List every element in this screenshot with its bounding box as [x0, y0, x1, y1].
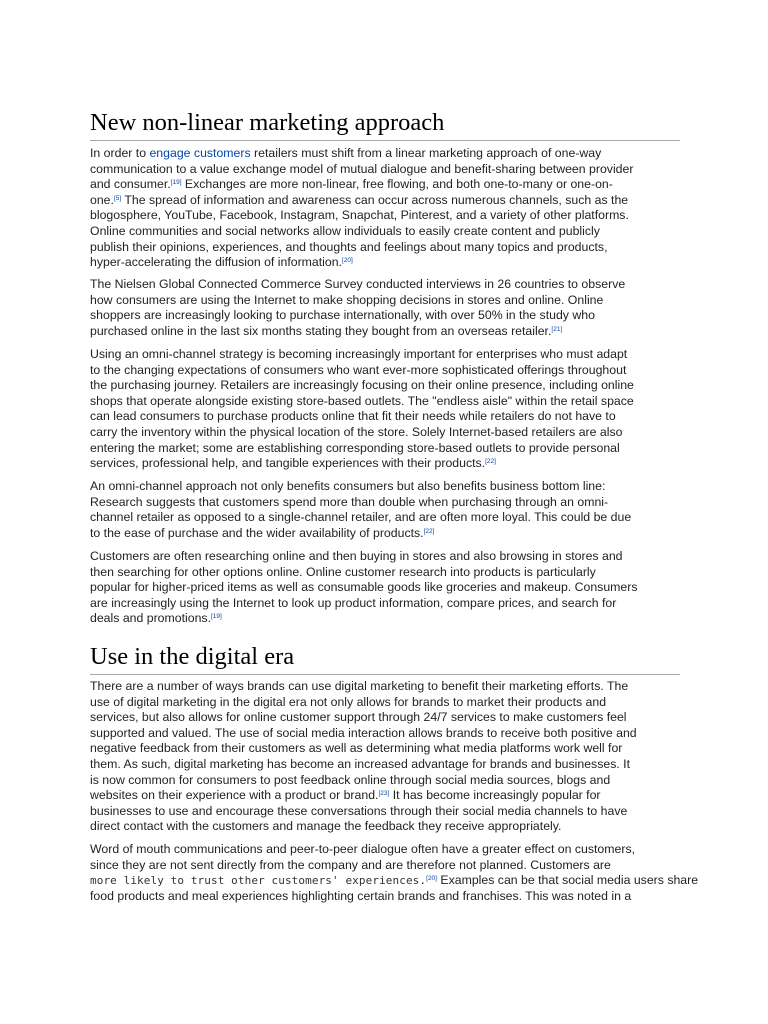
text-line: [90, 224, 680, 240]
text-segment: Using an omni-channel strategy is becoming increasingly important for enterprises who must adapt: [90, 347, 628, 361]
text-line: [90, 208, 680, 224]
text-segment: them. As such, digital marketing has become an increased advantage for brands and businesses. It: [90, 756, 631, 771]
text-line: [90, 695, 680, 711]
paragraph: [90, 277, 680, 339]
text-segment: then searching for other options online. Online customer research into products is particularly: [90, 564, 596, 579]
text-line: [90, 324, 680, 340]
text-line: [90, 580, 680, 596]
text-segment: deals and promotions.: [90, 611, 211, 626]
text-segment: the purchasing journey. Retailers are increasingly focusing on their online presence, including online: [90, 378, 634, 393]
text-line: [90, 363, 680, 379]
text-line: [90, 162, 680, 178]
text-segment: channel retailer as opposed to a single-channel retailer, and are often more loyal. This could be due: [90, 510, 632, 525]
text-segment: An omni-channel approach not only benefits consumers but also benefits business bottom line:: [90, 479, 606, 493]
text-line: [90, 726, 680, 742]
text-segment: shops that operate alongside existing store-based outlets. The "endless aisle" within the retail space: [90, 393, 634, 408]
text-line: [90, 347, 680, 363]
text-segment: since they are not sent directly from the company and are therefore not planned. Customers are: [90, 857, 611, 872]
text-segment: Word of mouth communications and peer-to-peer dialogue often have a greater effect on customers,: [90, 842, 636, 856]
text-line: [90, 479, 680, 495]
section-heading-digital-era: Use in the digital era: [90, 642, 680, 675]
text-line: [90, 679, 680, 695]
text-line: [90, 146, 680, 162]
paragraph: [90, 347, 680, 472]
text-line: [90, 409, 680, 425]
text-line: [90, 596, 680, 612]
text-segment: The Nielsen Global Connected Commerce Survey conducted interviews in 26 countries to observe: [90, 277, 626, 291]
text-segment: shoppers are increasingly looking to purchase internationally, with over 50% in the study who: [90, 308, 595, 323]
text-line: [90, 510, 680, 526]
text-line: [90, 741, 680, 757]
text-line: [90, 193, 680, 209]
paragraph: [90, 146, 680, 271]
citation-link[interactable]: [22]: [485, 458, 496, 466]
text-segment: negative feedback from their customers as well as determining what media platforms work well for: [90, 741, 623, 756]
citation-link[interactable]: [23]: [378, 790, 390, 798]
text-line: [90, 425, 680, 441]
text-segment: In order to: [90, 146, 150, 160]
text-segment: direct contact with the customers and manage the feedback they receive appropriately.: [90, 819, 562, 834]
citation-link[interactable]: [19]: [211, 613, 222, 621]
text-segment: Customers are often researching online and then buying in stores and also browsing in stores and: [90, 549, 623, 563]
text-line: [90, 819, 680, 835]
text-segment: popular for higher-priced items as well as consumable goods like groceries and makeup. Consumers: [90, 580, 638, 595]
section-heading-non-linear: New non-linear marketing approach: [90, 108, 680, 141]
text-segment: Examples can be that social media users share: [436, 873, 699, 888]
text-line: [90, 565, 680, 581]
text-line: [90, 526, 680, 542]
citation-link[interactable]: [19]: [170, 179, 182, 187]
article-link[interactable]: engage customers: [149, 146, 251, 160]
text-line: [90, 842, 680, 858]
text-segment: more likely to trust other customers' experiences.: [90, 874, 427, 888]
text-line: [90, 804, 680, 820]
text-line: [90, 177, 680, 193]
text-segment: are increasingly using the Internet to look up product information, compare prices, and search for: [90, 595, 617, 610]
text-segment: businesses to use and encourage these conversations through their social media channels to have: [90, 803, 628, 818]
text-segment: blogosphere, YouTube, Facebook, Instagram, Snapchat, Pinterest, and a variety of other platforms.: [90, 208, 629, 223]
text-segment: Online communities and social networks allow individuals to easily create content and publicly: [90, 223, 600, 238]
text-line: [90, 255, 680, 271]
text-line: [90, 757, 680, 773]
text-segment: and consumer.: [90, 177, 171, 192]
text-segment: carry the inventory within the physical location of the store. Solely Internet-based retailers are also: [90, 424, 623, 439]
text-segment: can lead consumers to purchase products online that fit their needs while retailers do not have to: [90, 409, 616, 424]
text-segment: is now common for consumers to post feedback online through social media sources, blogs and: [90, 772, 611, 787]
text-line: [90, 394, 680, 410]
text-segment: use of digital marketing in the digital era not only allows for brands to market their products and: [90, 694, 607, 709]
text-segment: purchased online in the last six months stating they bought from an overseas retailer.: [90, 323, 552, 338]
text-segment: Exchanges are more non-linear, free flowing, and both one-to-many or one-on-: [181, 177, 613, 192]
text-segment: There are a number of ways brands can use digital marketing to benefit their marketing efforts. The: [90, 679, 629, 693]
text-line: [90, 889, 680, 905]
text-line: [90, 495, 680, 511]
text-segment: websites on their experience with a product or brand.: [90, 788, 379, 803]
citation-link[interactable]: [20]: [426, 875, 437, 883]
text-line: [90, 293, 680, 309]
paragraph: [90, 549, 680, 627]
paragraph: [90, 479, 680, 541]
text-segment: hyper-accelerating the diffusion of information.: [90, 255, 343, 270]
text-segment: retailers must shift from a linear marketing approach of one-way: [250, 146, 602, 160]
text-segment: supported and valued. The use of social media interaction allows brands to receive both positive and: [90, 725, 637, 740]
text-segment: how consumers are using the Internet to make shopping decisions in stores and online. Online: [90, 292, 604, 307]
text-segment: communication to a value exchange model of mutual dialogue and benefit-sharing between provider: [90, 161, 634, 176]
text-line: [90, 378, 680, 394]
text-segment: It has become increasingly popular for: [389, 788, 601, 803]
text-segment: entering the market; some are establishing corresponding store-based outlets to provide personal: [90, 440, 620, 455]
text-line: [90, 788, 680, 804]
text-segment: to the changing expectations of consumers who want ever-more sophisticated offerings throughout: [90, 362, 627, 377]
text-line: [90, 611, 680, 627]
text-line: [90, 549, 680, 565]
text-line: [90, 308, 680, 324]
text-line: [90, 456, 680, 472]
text-segment: services, professional help, and tangible experiences with their products.: [90, 456, 486, 471]
text-line: [90, 710, 680, 726]
text-segment: The spread of information and awareness can occur across numerous channels, such as the: [121, 192, 629, 207]
text-line: [90, 773, 680, 789]
text-segment: publish their opinions, experiences, and thoughts and feelings about many topics and products,: [90, 239, 608, 254]
citation-link[interactable]: [5]: [113, 194, 122, 202]
text-segment: food products and meal experiences highlighting certain brands and franchises. This was noted in a: [90, 888, 632, 903]
paragraph: [90, 842, 699, 904]
citation-link[interactable]: [20]: [342, 257, 353, 265]
text-line: [90, 441, 680, 457]
citation-link[interactable]: [21]: [551, 325, 563, 333]
text-line: [90, 858, 680, 874]
text-segment: one.: [90, 192, 114, 207]
citation-link[interactable]: [22]: [423, 527, 435, 535]
text-segment: Research suggests that customers spend more than double when purchasing through an omni-: [90, 494, 609, 509]
text-segment: services, but also allows for online customer support through 24/7 services to make customers feel: [90, 710, 627, 725]
text-line: [90, 873, 699, 889]
text-line: [90, 277, 680, 293]
text-line: [90, 240, 680, 256]
paragraph: [90, 679, 680, 835]
text-segment: to the ease of purchase and the wider availability of products.: [90, 525, 424, 540]
